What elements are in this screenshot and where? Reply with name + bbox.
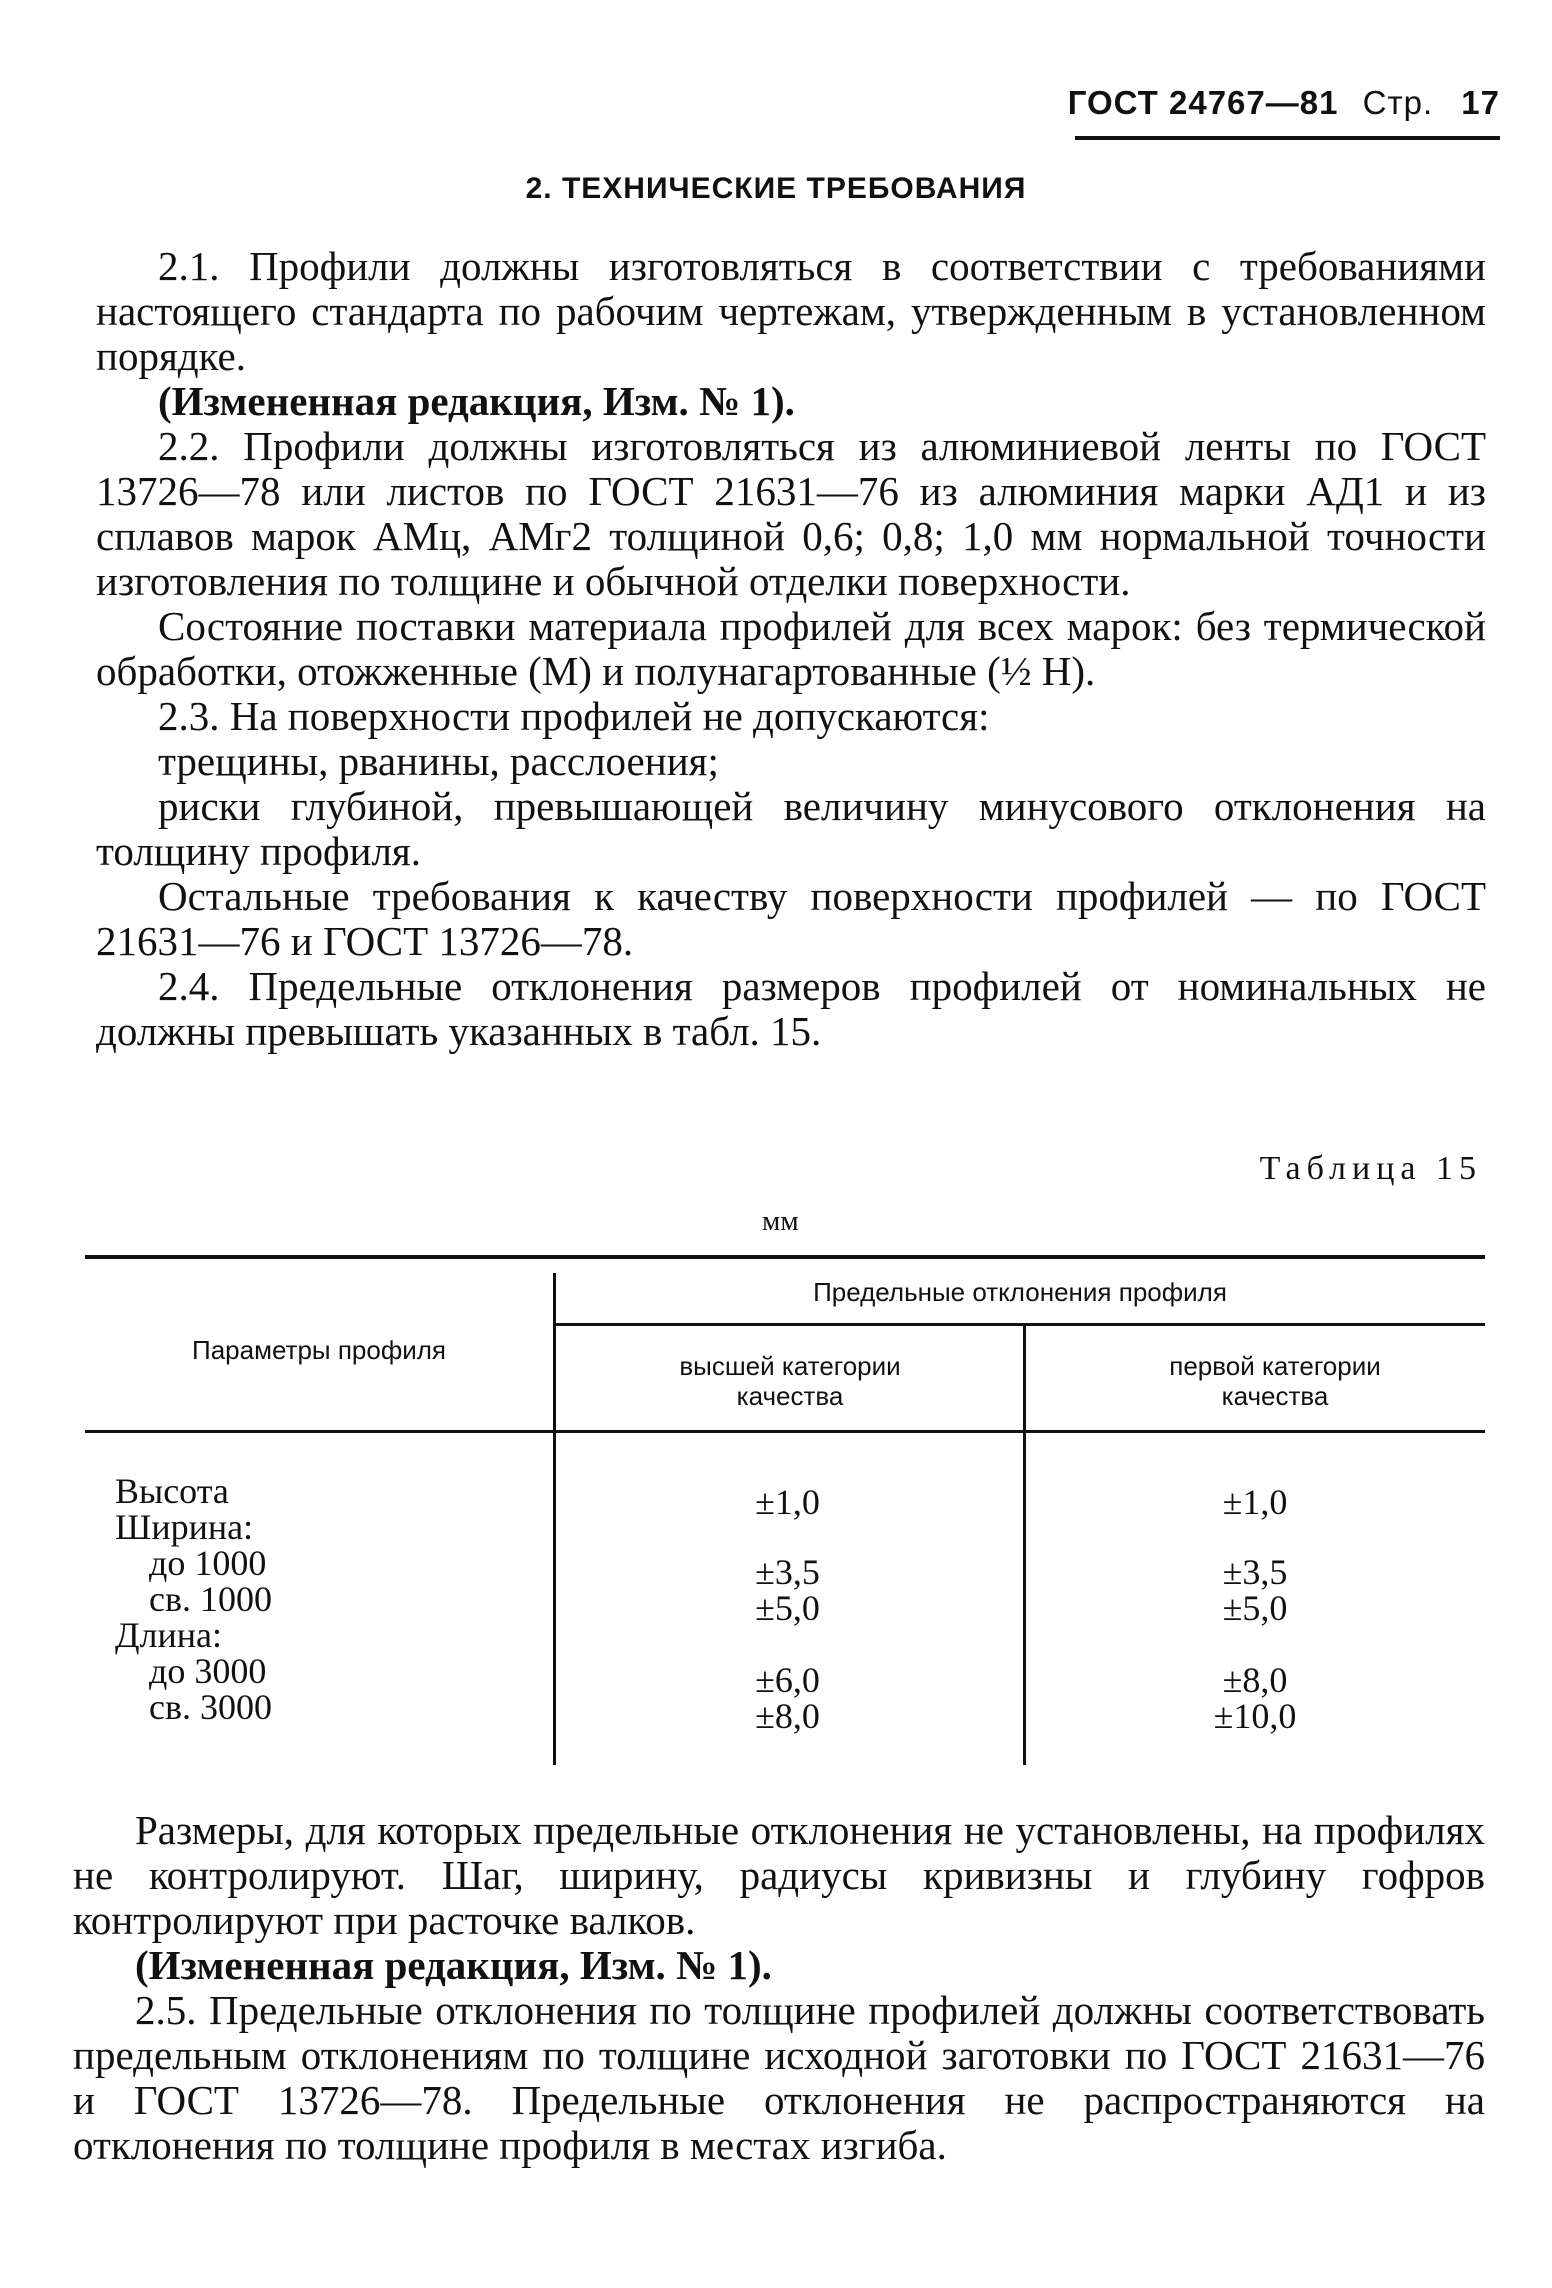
defect-item-1: трещины, рванины, расслоения;: [158, 738, 719, 784]
cell-value: ±10,0: [1213, 1696, 1297, 1736]
paragraph-other-requirements: Остальные требования к качеству поверхности профилей — по ГОСТ 21631—76 и ГОСТ 13726—78.: [96, 873, 1486, 964]
header-group: Предельные отклонения профиля: [813, 1277, 1227, 1307]
row-label: Длина:: [115, 1615, 223, 1655]
page-number: 17: [1461, 84, 1500, 121]
table-group-rule: [555, 1323, 1485, 1326]
row-label: Ширина:: [115, 1507, 254, 1547]
header-col-2: первой категории качества: [1169, 1351, 1381, 1411]
standard-number: ГОСТ 24767—81: [1067, 84, 1339, 121]
text-block-bottom: [73, 1808, 1485, 2168]
paragraph-2-1: 2.1. Профили должны изготовляться в соответствии с требованиями настоящего стандарта по рабочим чертежам, утвержденным в установленном порядке.: [96, 243, 1486, 379]
header-rule: [1075, 136, 1500, 140]
section-title: 2. ТЕХНИЧЕСКИЕ ТРЕБОВАНИЯ: [525, 172, 1027, 205]
text-block-top: [96, 244, 1486, 1054]
cell-value: ±3,5: [1222, 1552, 1288, 1592]
row-label: св. 3000: [149, 1687, 272, 1727]
header-col-1: высшей категории качества: [679, 1351, 901, 1411]
paragraph-2-3: 2.3. На поверхности профилей не допускаются:: [158, 693, 990, 739]
paragraph-2-5: 2.5. Предельные отклонения по толщине профилей должны соответствовать предельным отклонениям по толщине исходной заготовки по ГОСТ 21631—76 и ГОСТ 13726—78. Предельные отклонения не распространяются на отклонения по толщине профиля в местах изгиба.: [73, 1987, 1485, 2168]
header-params: Параметры профиля: [192, 1335, 446, 1365]
table-header-rule: [85, 1430, 1485, 1433]
paragraph-uncontrolled-sizes: Размеры, для которых предельные отклонения не установлены, на профилях не контролируют. Шаг, ширину, радиусы кривизны и глубину гофров контролируют при расточке валков.: [73, 1807, 1485, 1943]
paragraph-supply-state: Состояние поставки материала профилей для всех марок: без термической обработки, отожженные (М) и полунагартованные (½ Н).: [96, 603, 1486, 694]
cell-value: ±6,0: [755, 1660, 820, 1700]
row-label: до 1000: [149, 1543, 267, 1583]
page-label: Стр.: [1362, 84, 1434, 121]
cell-value: ±5,0: [755, 1588, 820, 1628]
amendment-note: (Измененная редакция, Изм. № 1).: [135, 1942, 772, 1988]
cell-value: ±1,0: [755, 1482, 820, 1522]
row-label: Высота: [115, 1471, 229, 1511]
cell-value: ±1,0: [1222, 1482, 1288, 1522]
cell-value: ±8,0: [1222, 1660, 1288, 1700]
cell-value: ±3,5: [755, 1552, 820, 1592]
page-header: [1068, 84, 1500, 122]
table-caption: Таблица 15: [1259, 1150, 1482, 1187]
defect-item-2: риски глубиной, превышающей величину минусового отклонения на толщину профиля.: [96, 783, 1486, 874]
table-top-rule: [85, 1255, 1485, 1259]
row-label: св. 1000: [149, 1579, 272, 1619]
cell-value: ±8,0: [755, 1696, 820, 1736]
tolerance-table: [85, 1255, 1485, 1775]
amendment-note: (Измененная редакция, Изм. № 1).: [158, 378, 795, 424]
row-label: до 3000: [149, 1651, 267, 1691]
paragraph-2-4: 2.4. Предельные отклонения размеров профилей от номинальных не должны превышать указанных в табл. 15.: [96, 963, 1486, 1054]
cell-value: ±5,0: [1222, 1588, 1288, 1628]
paragraph-2-2: 2.2. Профили должны изготовляться из алюминиевой ленты по ГОСТ 13726—78 или листов по ГОСТ 21631—76 из алюминия марки АД1 и из сплавов марок АМц, АМг2 толщиной 0,6; 0,8; 1,0 мм нормальной точности изготовления по толщине и обычной отделки поверхности.: [96, 423, 1486, 604]
table-unit: мм: [762, 1205, 799, 1237]
